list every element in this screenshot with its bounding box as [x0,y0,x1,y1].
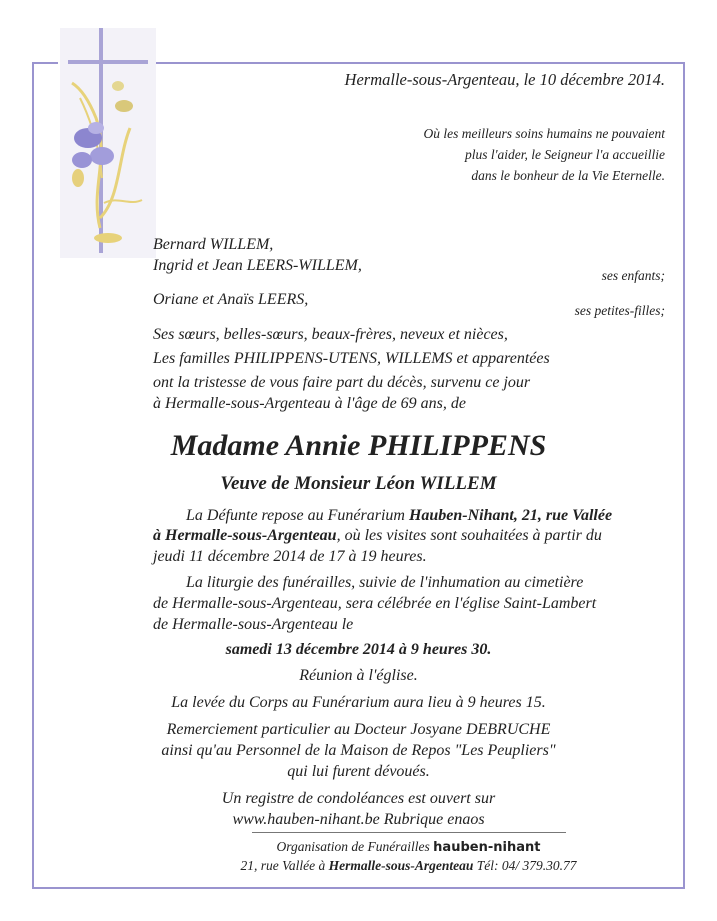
thanks-line-1: Remerciement particulier au Docteur Josyane DEBRUCHE [166,721,551,738]
visitation-rest: , où les visites sont souhaitées à partir du [336,527,602,544]
widow-of: Veuve de Monsieur Léon WILLEM [220,473,497,494]
address-tel: Tél: 04/ 379.30.77 [473,858,577,873]
others-line-1: Ses sœurs, belles-sœurs, beaux-frères, neveux et nièces, [153,326,508,343]
meeting: Réunion à l'église. [299,667,418,684]
address-town: Hermalle-sous-Argenteau [328,858,474,873]
visitation-line-2 [153,526,602,546]
org-brand-logo: hauben-nihant [433,840,541,855]
others-line-2: Les familles PHILIPPENS-UTENS, WILLEMS et apparentées [153,350,550,367]
divider [252,832,566,833]
children-role: ses enfants; [601,268,665,283]
register-line-1: Un registre de condoléances est ouvert sur [221,790,496,807]
visitation-lead: La Défunte repose au Funérarium [186,507,409,524]
funeral-line-2: de Hermalle-sous-Argenteau, sera célébrée en l'église Saint-Lambert [153,595,597,612]
verse-line-2: plus l'aider, le Seigneur l'a accueillie [465,147,665,162]
funeral-line-3: de Hermalle-sous-Argenteau le [153,616,354,633]
address-pre: 21, rue Vallée à [240,858,329,873]
footer-organisation [0,837,717,858]
thanks-line-3: qui lui furent dévoués. [287,763,430,780]
verse-line-1: Où les meilleurs soins humains ne pouvaient [423,126,665,141]
departure: La levée du Corps au Funérarium aura lieu à 9 heures 15. [171,694,546,711]
thanks-line-2: ainsi qu'au Personnel de la Maison de Repos "Les Peupliers" [161,742,556,759]
announcement-line-2: à Hermalle-sous-Argenteau à l'âge de 69 ans, de [153,395,466,412]
funeral-home-name: Hauben-Nihant, 21, rue Vallée [408,507,613,524]
verse-line-3: dans le bonheur de la Vie Eternelle. [471,168,665,183]
funeral-date: samedi 13 décembre 2014 à 9 heures 30. [225,641,492,658]
grandchildren: Oriane et Anaïs LEERS, [153,291,309,308]
footer-address [0,856,717,876]
deceased-name: Madame Annie PHILIPPENS [170,429,547,462]
funeral-line-1: La liturgie des funérailles, suivie de l'inhumation au cimetière [186,574,584,591]
register-link[interactable]: www.hauben-nihant.be Rubrique enaos [232,811,485,828]
child-2: Ingrid et Jean LEERS-WILLEM, [153,257,362,274]
cross-flower-icon [60,28,156,258]
funeral-home-town: à Hermalle-sous-Argenteau [153,527,337,544]
org-label: Organisation de Funérailles [276,839,434,854]
child-1: Bernard WILLEM, [153,236,274,253]
announcement-line-1: ont la tristesse de vous faire part du décès, survenu ce jour [153,374,531,391]
grandchildren-role: ses petites-filles; [574,303,665,318]
place-date: Hermalle-sous-Argenteau, le 10 décembre 2014. [344,70,665,89]
visitation-line-1 [186,506,612,526]
visitation-line-3: jeudi 11 décembre 2014 de 17 à 19 heures. [153,548,427,565]
